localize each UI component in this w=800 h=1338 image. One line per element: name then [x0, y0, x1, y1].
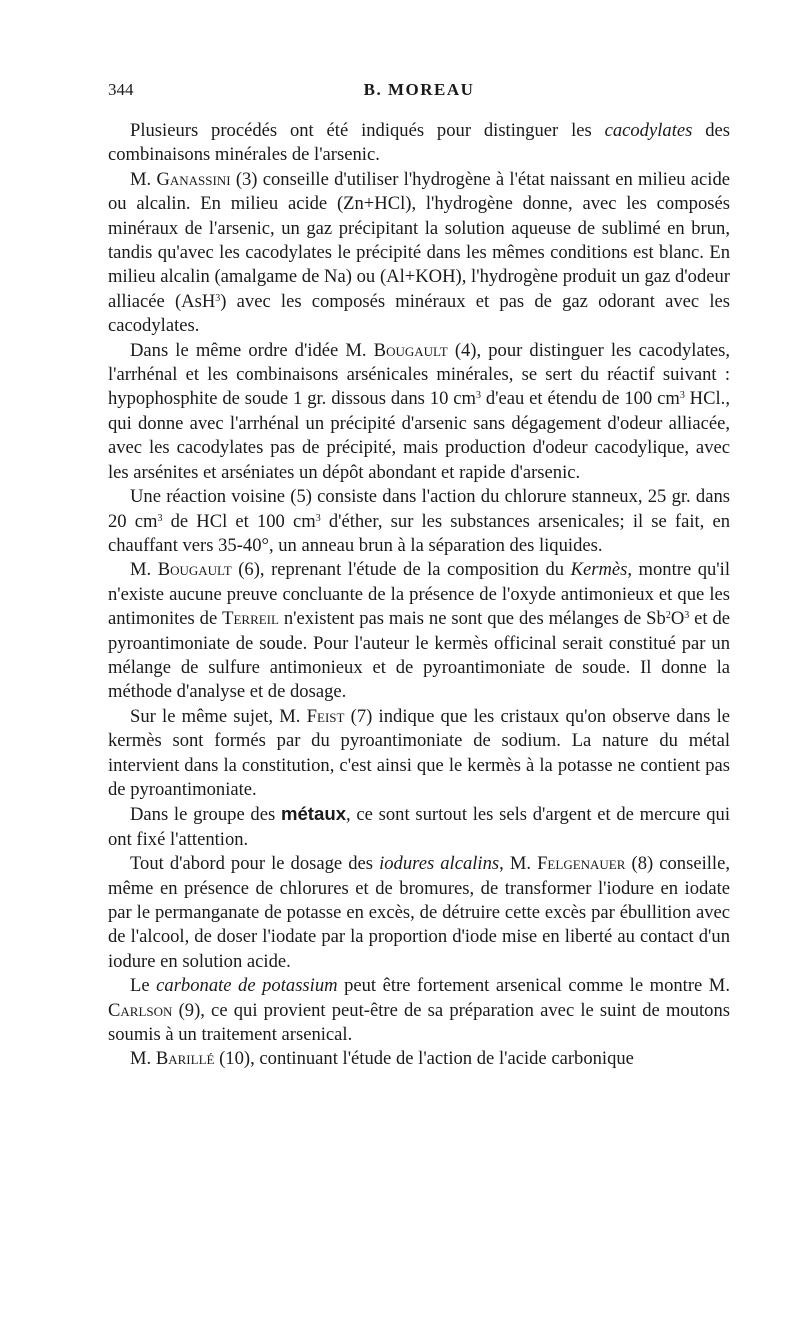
text-run: HCl., qui donne avec l'arrhénal un précipité d'arsenic sans dégagement d'odeur alliacée, avec les cacodylates pas de précipité, mais production d'odeur cacodylique, avec les arsénites et arséniates un dépôt abondant et rapide d'arsenic.	[108, 388, 730, 483]
text-run: d'éther, sur les substances arsenicales; il se fait, en chauffant vers 35-40°, un anneau brun à la séparation des liquides.	[108, 510, 731, 556]
running-head: B. MOREAU	[363, 80, 475, 99]
emphasis-text: Ganassini	[156, 168, 231, 190]
text-run: ) avec les composés minéraux et pas de gaz odorant avec les cacodylates.	[108, 290, 730, 337]
emphasis-text: Carlson	[108, 999, 173, 1021]
text-run: (10), continuant l'étude de l'action de l'acide carbonique	[214, 1048, 634, 1070]
emphasis-text: cacodylates	[604, 120, 693, 141]
text-run: n'existent pas mais ne sont que des mélanges de Sb	[278, 608, 666, 630]
paragraph	[108, 802, 730, 852]
text-run: Le	[130, 975, 157, 997]
superscript: 3	[679, 390, 685, 402]
page-header	[108, 80, 730, 106]
text-run: O	[670, 608, 685, 630]
text-run: (3) conseille d'utiliser l'hydrogène à l'état naissant en milieu acide ou alcalin. En milieu acide (Zn+HCl), l'hydrogène donne, avec les composés minéraux de l'arsenic, un gaz précipitant la solution aqueuse de sublimé en brun, tandis qu'avec les cacodylates le précipité dans les mêmes conditions est blanc. En milieu alcalin (amalgame de Na) ou (Al+KOH), l'hydrogène produit un gaz d'odeur alliacée (AsH	[108, 168, 730, 312]
superscript: 3	[315, 512, 321, 524]
emphasis-text: Feist	[306, 705, 345, 727]
superscript: 3	[215, 292, 221, 304]
text-run: Plusieurs procédés ont été indiqués pour distinguer les	[130, 120, 605, 141]
paragraph	[108, 119, 730, 168]
emphasis-text: Terreil	[222, 608, 279, 630]
text-run: (4), pour distinguer les cacodylates, l'arrhénal et les combinaisons arsénicales minérales, se sert du réactif suivant : hypophosphite de soude 1 gr. dissous dans 10 cm	[108, 339, 731, 410]
superscript: 2	[665, 610, 671, 622]
text-run: M.	[130, 168, 157, 190]
text-run: Une réaction voisine (5) consiste dans l'action du chlorure stanneux, 25 gr. dans 20 cm	[108, 486, 730, 532]
paragraph	[108, 974, 730, 1047]
paragraph	[108, 168, 730, 339]
superscript: 3	[157, 512, 163, 524]
body-text	[108, 119, 730, 1072]
text-run: des combinaisons minérales de l'arsenic.	[108, 120, 730, 166]
emphasis-text: iodures alcalins	[379, 853, 500, 875]
text-run: Dans le groupe des	[130, 804, 281, 826]
text-run: peut être fortement arsenical comme le montre M.	[337, 975, 730, 997]
emphasis-text: Bougault	[157, 559, 232, 581]
emphasis-text: Felgenauer	[537, 853, 626, 875]
emphasis-text: Barillé	[155, 1048, 215, 1070]
emphasis-text: Bougault	[373, 339, 448, 361]
paragraph	[108, 558, 730, 704]
text-run: Sur le même sujet, M.	[130, 705, 307, 727]
text-run: Dans le même ordre d'idée M.	[130, 339, 374, 361]
text-run: Tout d'abord pour le dosage des	[130, 853, 380, 875]
emphasis-text: métaux	[280, 803, 347, 825]
text-run: (7) indique que les cristaux qu'on observe dans le kermès sont formés par du pyroantimoniate de sodium. La nature du métal intervient dans la constitution, c'est ainsi que le kermès à la potasse ne contient pas de pyroantimoniate.	[108, 705, 731, 800]
emphasis-text: carbonate de potassium	[156, 975, 338, 997]
superscript: 3	[475, 390, 481, 402]
text-run: M.	[130, 1048, 156, 1070]
text-run: et de pyroantimoniate de soude. Pour l'auteur le kermès officinal serait constitué par un mélange de sulfure antimonieux et de pyroantimoniate de soude. Il donne la méthode d'analyse et de dosage.	[108, 608, 731, 703]
paragraph	[108, 852, 730, 974]
text-run: (8) conseille, même en présence de chlorures et de bromures, de transformer l'iodure en iodate par le permanganate de potasse en excès, de détruire cette excès par ébullition avec de l'alcool, de doser l'iodate par la proportion d'iode mise en liberté au contact d'un iodure en solution acide.	[108, 853, 730, 972]
text-run: , montre qu'il n'existe aucune preuve concluante de la présence de l'oxyde antimonieux et que les antimonites de	[108, 559, 730, 630]
text-run: , ce sont surtout les sels d'argent et de mercure qui ont fixé l'attention.	[108, 804, 730, 850]
text-run: (6), reprenant l'étude de la composition du	[231, 559, 571, 581]
paragraph	[108, 485, 730, 558]
text-run: d'eau et étendu de 100 cm	[480, 388, 680, 410]
text-run: (9), ce qui provient peut-être de sa préparation avec le suint de moutons soumis à un traitement arsenical.	[108, 999, 730, 1046]
paragraph	[108, 1047, 730, 1071]
paragraph	[108, 339, 730, 485]
text-run: M.	[130, 559, 158, 581]
text-run: , M.	[499, 853, 538, 875]
page-number: 344	[108, 80, 134, 99]
paragraph	[108, 705, 730, 803]
text-run: de HCl et 100 cm	[162, 510, 316, 532]
superscript: 3	[684, 610, 690, 622]
emphasis-text: Kermès	[570, 559, 628, 581]
